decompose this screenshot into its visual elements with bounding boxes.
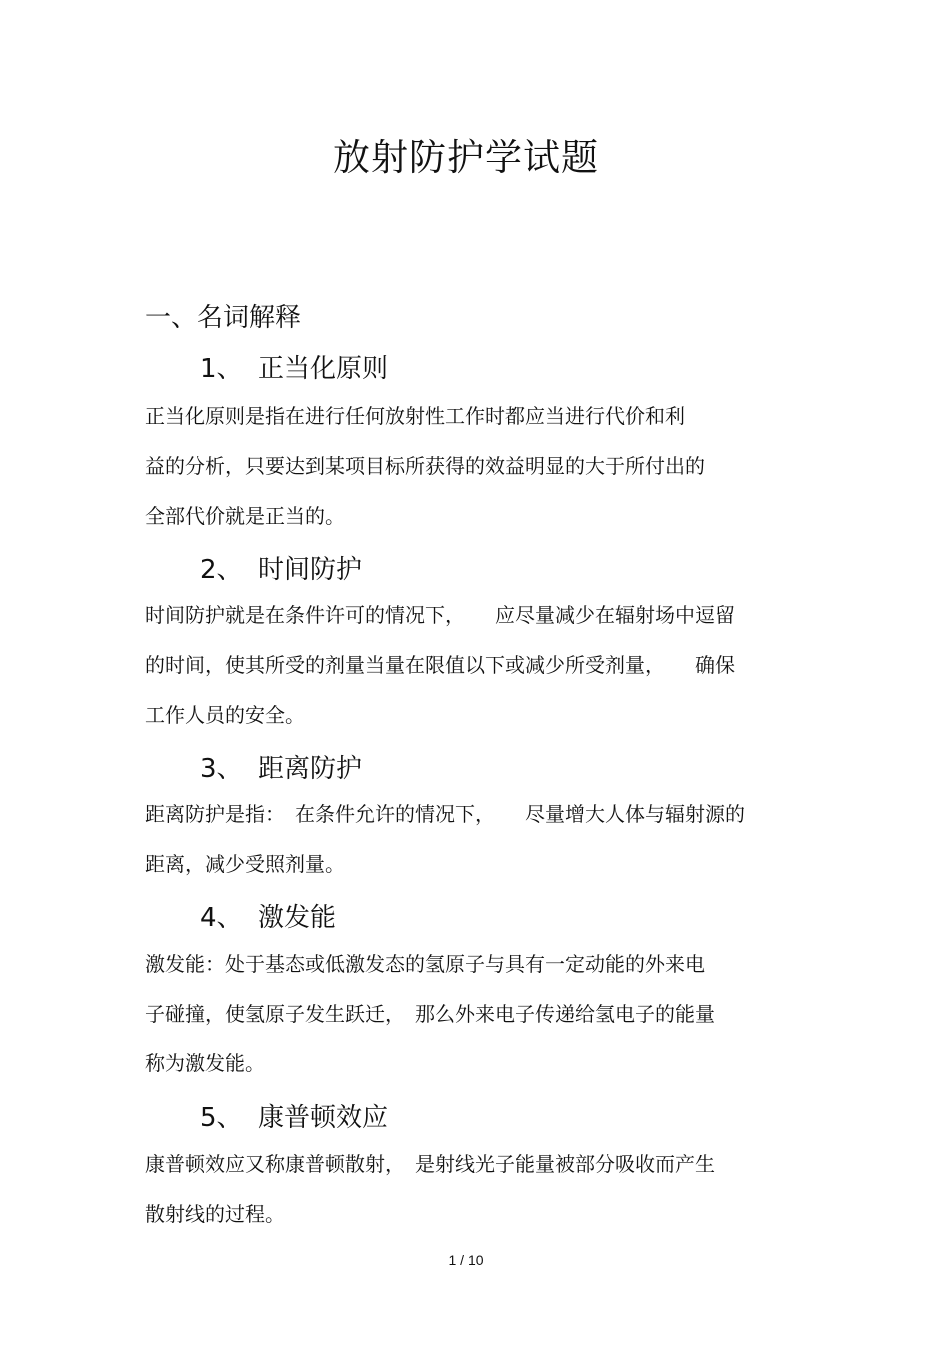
term-title: 正当化原则 xyxy=(258,354,389,384)
definition-line: 子碰撞，使氢原子发生跃迁， 那么外来电子传递给氢电子的能量 xyxy=(145,1002,715,1026)
section-heading: 一、名词解释 xyxy=(145,303,302,333)
definition-line: 康普顿效应又称康普顿散射， 是射线光子能量被部分吸收而产生 xyxy=(145,1152,715,1176)
definition-line: 称为激发能。 xyxy=(145,1051,265,1075)
definition-line: 激发能：处于基态或低激发态的氢原子与具有一定动能的外来电 xyxy=(145,952,705,976)
term-heading xyxy=(200,900,336,936)
definition-line: 工作人员的安全。 xyxy=(145,703,305,727)
definition-line: 散射线的过程。 xyxy=(145,1202,285,1226)
definition-line: 距离防护是指： 在条件允许的情况下， 尽量增大人体与辐射源的 xyxy=(145,802,745,826)
term-number: 4、 xyxy=(200,903,243,933)
definition-line: 益的分析，只要达到某项目标所获得的效益明显的大于所付出的 xyxy=(145,454,705,478)
term-heading xyxy=(200,1100,388,1136)
definition-line: 时间防护就是在条件许可的情况下， 应尽量减少在辐射场中逗留 xyxy=(145,603,735,627)
definition-line: 正当化原则是指在进行任何放射性工作时都应当进行代价和利 xyxy=(145,404,685,428)
term-title: 时间防护 xyxy=(258,555,363,585)
term-number: 1、 xyxy=(200,354,243,384)
term-number: 3、 xyxy=(200,754,243,784)
term-title: 距离防护 xyxy=(258,754,363,784)
page-title: 放射防护学试题 xyxy=(333,136,599,179)
definition-line: 距离，减少受照剂量。 xyxy=(145,852,345,876)
term-heading xyxy=(200,351,388,387)
term-heading xyxy=(200,552,362,588)
definition-line: 全部代价就是正当的。 xyxy=(145,504,345,528)
term-title: 激发能 xyxy=(258,903,337,933)
term-heading xyxy=(200,751,362,787)
definition-line: 的时间，使其所受的剂量当量在限值以下或减少所受剂量， 确保 xyxy=(145,653,735,677)
term-title: 康普顿效应 xyxy=(258,1103,389,1133)
term-number: 5、 xyxy=(200,1103,243,1133)
page-number: 1 / 10 xyxy=(448,1252,484,1268)
term-number: 2、 xyxy=(200,555,243,585)
